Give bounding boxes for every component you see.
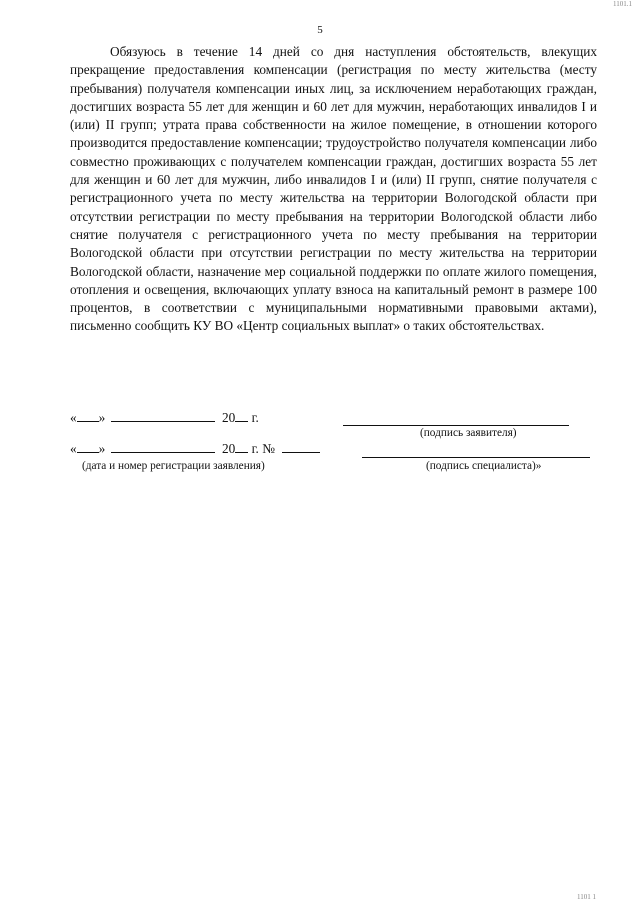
applicant-date-row	[70, 410, 259, 426]
registration-number-blank	[282, 441, 320, 453]
quote-close: »	[98, 410, 106, 425]
quote-open: «	[70, 441, 77, 456]
year-prefix: 20	[221, 410, 236, 425]
year-suffix: г.	[248, 410, 259, 425]
year-suffix: г. №	[248, 441, 275, 456]
day-blank	[77, 410, 99, 422]
day-blank	[77, 441, 99, 453]
year-prefix: 20	[221, 441, 236, 456]
registration-date-row	[70, 441, 320, 457]
obligation-paragraph: Обязуюсь в течение 14 дней со дня наступления обстоятельств, влекущих прекращение предоставления компенсации (регистрация по месту жительства (месту пребывания) получателя компенсации иных лиц, за исключением неработающих граждан, достигших возраста 55 лет для женщин и 60 лет для мужчин, неработающих инвалидов I и (или) II групп; утрата права собственности на жилое помещение, в отношении которого производится предоставление компенсации; трудоустройство получателя компенсации либо совместно проживающих с получателем компенсации граждан, достигших возраста 55 лет для женщин и 60 лет для мужчин, либо инвалидов I и (или) II групп, снятие получателя с регистрационного учета по месту жительства на территории Вологодской области при отсутствии регистрации по месту пребывания на территории Вологодской области либо снятие получателя с регистрационного учета по месту пребывания на территории Вологодской области при отсутствии регистрации по месту жительства на территории Вологодской области, назначение мер социальной поддержки по оплате жилого помещения, отопления и освещения, включающих уплату взноса на капитальный ремонт в размере 100 процентов, в соответствии с муниципальными нормативными правовыми актами), письменно сообщить КУ ВО «Центр социальных выплат» о таких обстоятельствах.	[70, 44, 597, 334]
applicant-signature-line	[343, 425, 569, 426]
scan-mark-bottom: 1101 1	[577, 893, 596, 901]
specialist-signature-caption: (подпись специалиста)»	[426, 460, 542, 472]
page-number: 5	[317, 24, 323, 36]
quote-open: «	[70, 410, 77, 425]
year-blank	[235, 410, 248, 422]
month-blank	[111, 410, 215, 422]
scan-mark-top: 1101.1	[613, 0, 632, 8]
year-blank	[235, 441, 248, 453]
quote-close: »	[98, 441, 106, 456]
registration-caption: (дата и номер регистрации заявления)	[82, 460, 265, 472]
specialist-signature-line	[362, 457, 590, 458]
month-blank	[111, 441, 215, 453]
applicant-signature-caption: (подпись заявителя)	[420, 427, 517, 439]
